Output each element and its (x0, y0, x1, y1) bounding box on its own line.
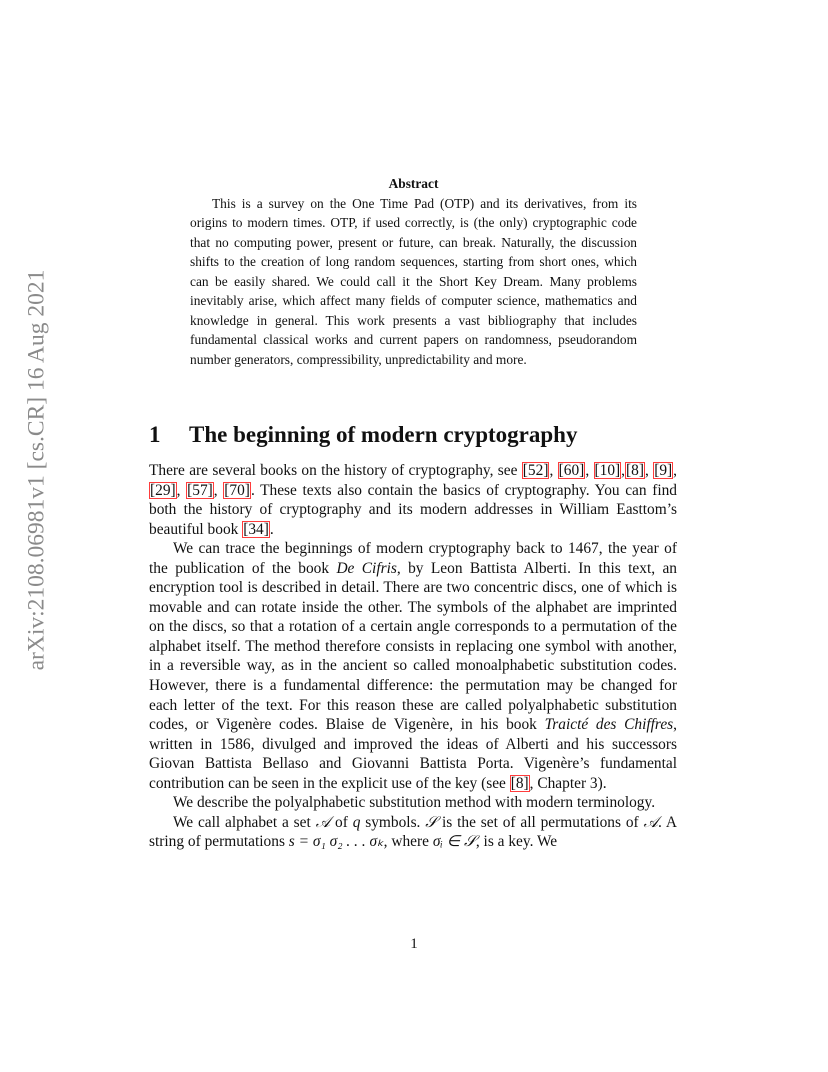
math-symbol: 𝒜 (643, 813, 659, 831)
section-heading (149, 420, 679, 450)
abstract-body: This is a survey on the One Time Pad (OTP) and its derivatives, from its origins to modern times. OTP, if used correctly, is (the only) cryptographic code that no computing power, present or future, can break. Naturally, the discussion shifts to the creation of long random sequences, starting from short ones, which can be easily shared. We could call it the Short Key Dream. Many problems inevitably arise, which affect many fields of computer science, mathematics and knowledge in general. This work presents a vast bibliography that includes fundamental classical works and current papers on randomness, pseudorandom number generators, compressibility, unpredictability and more. (190, 195, 637, 367)
math-expression: σᵢ ∈ 𝒮 (432, 833, 476, 851)
citation-link[interactable]: [34] (243, 520, 269, 538)
citation-link[interactable]: [57] (187, 481, 213, 499)
citation-link[interactable]: [70] (224, 481, 250, 499)
citation-link[interactable]: [60] (558, 462, 585, 479)
citation-link[interactable]: [52] (522, 462, 549, 479)
main-text (149, 461, 677, 852)
paragraph-1: There are several books on the history of cryptography, see [52], [60], [10],[8], [9], [29], [57], [70]. These texts also contain the basics of cryptography. You can find both the history of cryptography and its modern addresses in William Easttom’s beautiful book [34]. (149, 462, 678, 538)
paragraph-2: We can trace the beginnings of modern cryptography back to 1467, the year of the publication of the book De Cifris, by Leon Battista Alberti. In this text, an encryption tool is described in detail. There are two concentric discs, one of which is movable and can rotate inside the other. The symbols of the alphabet are imprinted on the discs, so that a rotation of a certain angle corresponds to a permutation of the alphabet itself. The method therefore consists in replacing one symbol with another, in a reversible way, as in the ancient so called monoalphabetic substitution codes. However, there is a fundamental difference: the permutation may be changed for each letter of the text. For this reason these are called polyalphabetic substitution codes, or Vigenère codes. Blaise de Vigenère, in his book Traicté des Chiffres, written in 1586, divulged and improved the ideas of Alberti and his successors Giovan Battista Bellaso and Giovanni Battista Porta. Vigenère’s fundamental contribution can be seen in the explicit use of the key (see [8], Chapter 3). (149, 540, 677, 792)
section-title: The beginning of modern cryptography (189, 422, 578, 447)
math-symbol: 𝒜 (315, 813, 331, 831)
citation-link[interactable]: [8] (510, 774, 529, 792)
abstract (190, 174, 637, 369)
page-number: 1 (410, 936, 418, 952)
citation-link[interactable]: [9] (654, 462, 673, 479)
math-expression: s = σ₁ σ₂ . . . σₖ (288, 833, 384, 851)
section-number: 1 (149, 422, 161, 447)
paragraph-4: We call alphabet a set 𝒜 of q symbols. 𝒮 is the set of all permutations of 𝒜. A string of permutations s = σ₁ σ₂ . . . σₖ, where σᵢ ∈ 𝒮, is a key. We (149, 813, 678, 851)
math-symbol: q (352, 813, 361, 831)
citation-link[interactable]: [8] (626, 462, 644, 479)
book-title: De Cifris (336, 559, 397, 577)
citation-link[interactable]: [29] (150, 481, 176, 499)
book-title: Traicté des Chiffres (544, 716, 674, 734)
paragraph-3: We describe the polyalphabetic substitution method with modern terminology. (173, 794, 656, 812)
arxiv-identifier-stamp: arXiv:2108.06981v1 [cs.CR] 16 Aug 2021 (23, 269, 50, 671)
citation-link[interactable]: [10] (594, 462, 621, 479)
abstract-title: Abstract (388, 176, 439, 191)
math-symbol: 𝒮 (425, 813, 438, 831)
